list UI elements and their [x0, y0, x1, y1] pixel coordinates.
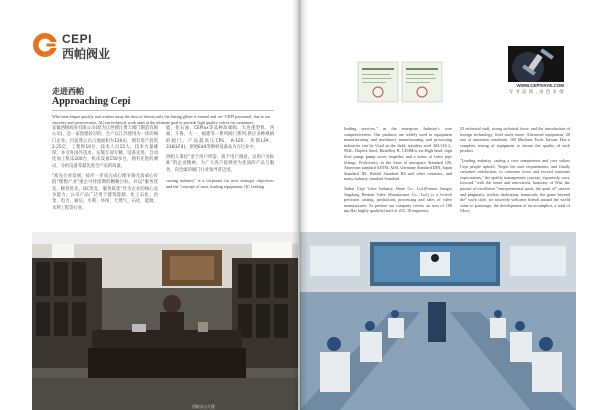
- paragraph: leading services," as the enterprise Industry's core competitiveness. Our products are widely used in equipment manufacturing and machinery manufacturing and processing industries can be Used in the field, stainless steel 304,316 L, 904L, Duplex Steel, Hastelloy B, CD4Mcu etc.High head, high flow pump, pump cover, impeller, and a series of valve pipe fittings. Proficiency in the State of aerospace Standard GB, American standard ASTM, AISI, Germany Standard DIN, Japan Standard JIS, British Standard BS and other countries, and many industry standard Standard.: [344, 126, 452, 182]
- page-gutter-shadow: [292, 0, 308, 410]
- brand-slogan: 专 业 品 质 , 由 色 争 端: [508, 90, 564, 95]
- logo-text-cn: 西帕阀业: [62, 47, 111, 61]
- paragraph: 能、化石油、CEPIxx等品种高端阀。大连重型机、西福、斗鲁、大一、福建等一系列阀门系列,供应多种规格的阀门。产品最高压CPS，A-105，英钢LFA，316(LF4)，原始Edit等钢材设备品为在行业中。: [166, 126, 274, 150]
- paragraph: "Leading industry, casting a core competence and core values Cepi people uphold, "begin the user requirements, and finally customer satisfaction, to customer focus and exceed customer expectations," the quality management concept, vigorously carry forward "with the times and innovation, harmony of Win, the pursuit of excellence "entrepreneurial spirit, the spirit of" sincere and pragmatic, tireless dedication, teamwork, the game beyond the" work style, we sincerely welcome friends around the world came to patronage, the development of an accomplice, a total of Glory.: [460, 157, 570, 214]
- paragraph: 安徽西帕阀业有限公司(原为江西德江奥天阀门制造有限公司)，是一家创建较早的，生产以江苏使用为一体的阀门企业。目前我公司占地面积为120亩，拥有资产投资2.25亿，工程师10位，技术人员15人，技术力量雄厚，并引进国外技术，实施专项专精，设备先进，自动化加工机床200台，机床设备150多台，拥有先进的测试、分析设备等最先进全产品的质量。: [52, 126, 158, 169]
- office-photo-image: [32, 232, 298, 410]
- paragraph: 西帕人秉持“金于用户所需，质于用户满意，以用户为标准”的企业精神，为广大客户提供更为优质的产品与服务，向全球的阀门行业领导者迈进。: [166, 155, 274, 173]
- training-room-photo: [300, 232, 576, 410]
- right-column-1: [344, 126, 452, 218]
- heading-rule: [52, 110, 274, 111]
- training-photo-image: [300, 232, 576, 410]
- quality-certificates-image: [356, 60, 444, 104]
- section-heading-cn: 走进西帕: [52, 86, 84, 96]
- paragraph: casting industry" is a corporate for new strategic objectives and the "concept of trust, leading equipment, QC leading.: [166, 178, 274, 190]
- logo-text-en: CEPI: [62, 32, 93, 46]
- website-url: WWW.CEPIVAYE.COM: [516, 83, 564, 88]
- cepi-logo-mark-icon: [32, 32, 58, 58]
- satellite-icon: [508, 46, 564, 82]
- intro-paragraph: Who time elapse quickly and washes away the dust of history,only the lasting glitter is eternal and we--CEPI personnel, due to our sincerity and perseverance, All our technical work aims at the ultimate goal to provide high quality valves for customers.: [52, 114, 271, 125]
- paragraph: "质先行业发展，稳步一步质完成心理争铸尤高成心价值”理想产业"重企可恃团期的精略目标，并以“服务优先，顾客优先，QC优先，服务质优”作为企业的核心竞争能力。公司产品广泛用于建筑能源、化工石化、冶金、电力、通信、水利、环保、天然气、石化、能源、水利工程等行业。: [52, 174, 158, 211]
- paragraph: Anhui Cepi Valve Industry Share Co., Ltd.(Former Jiangxi Jingdong Heritan Valve Manufacture Co., Ltd.) is a hi-tech precision casting, production, processing and sales of valve manufacturer. At present our company covers an area of 100 mu,Has highly qualified staff of 225, 10 engineers,: [344, 185, 452, 214]
- right-page: [300, 0, 600, 410]
- left-column-2: [166, 126, 274, 195]
- right-column-2: [460, 126, 570, 218]
- office-building-photo: [32, 232, 298, 410]
- left-page: [0, 0, 298, 410]
- left-column-1: [52, 126, 158, 216]
- website-badge: [508, 46, 564, 82]
- section-heading-en: Approaching Cepi: [52, 96, 131, 107]
- paragraph: 25 technical staff, strong technical force, and the introduction of foreign technology, field study more. Advanced equipment, 20 sets of automatic machines, 100 Machine Tools Taiwan. Has a complete testing of equipment to ensure the quality of each product.: [460, 126, 570, 154]
- photo-caption: 西帕办公大楼: [192, 404, 215, 409]
- cepi-logo: [32, 30, 112, 60]
